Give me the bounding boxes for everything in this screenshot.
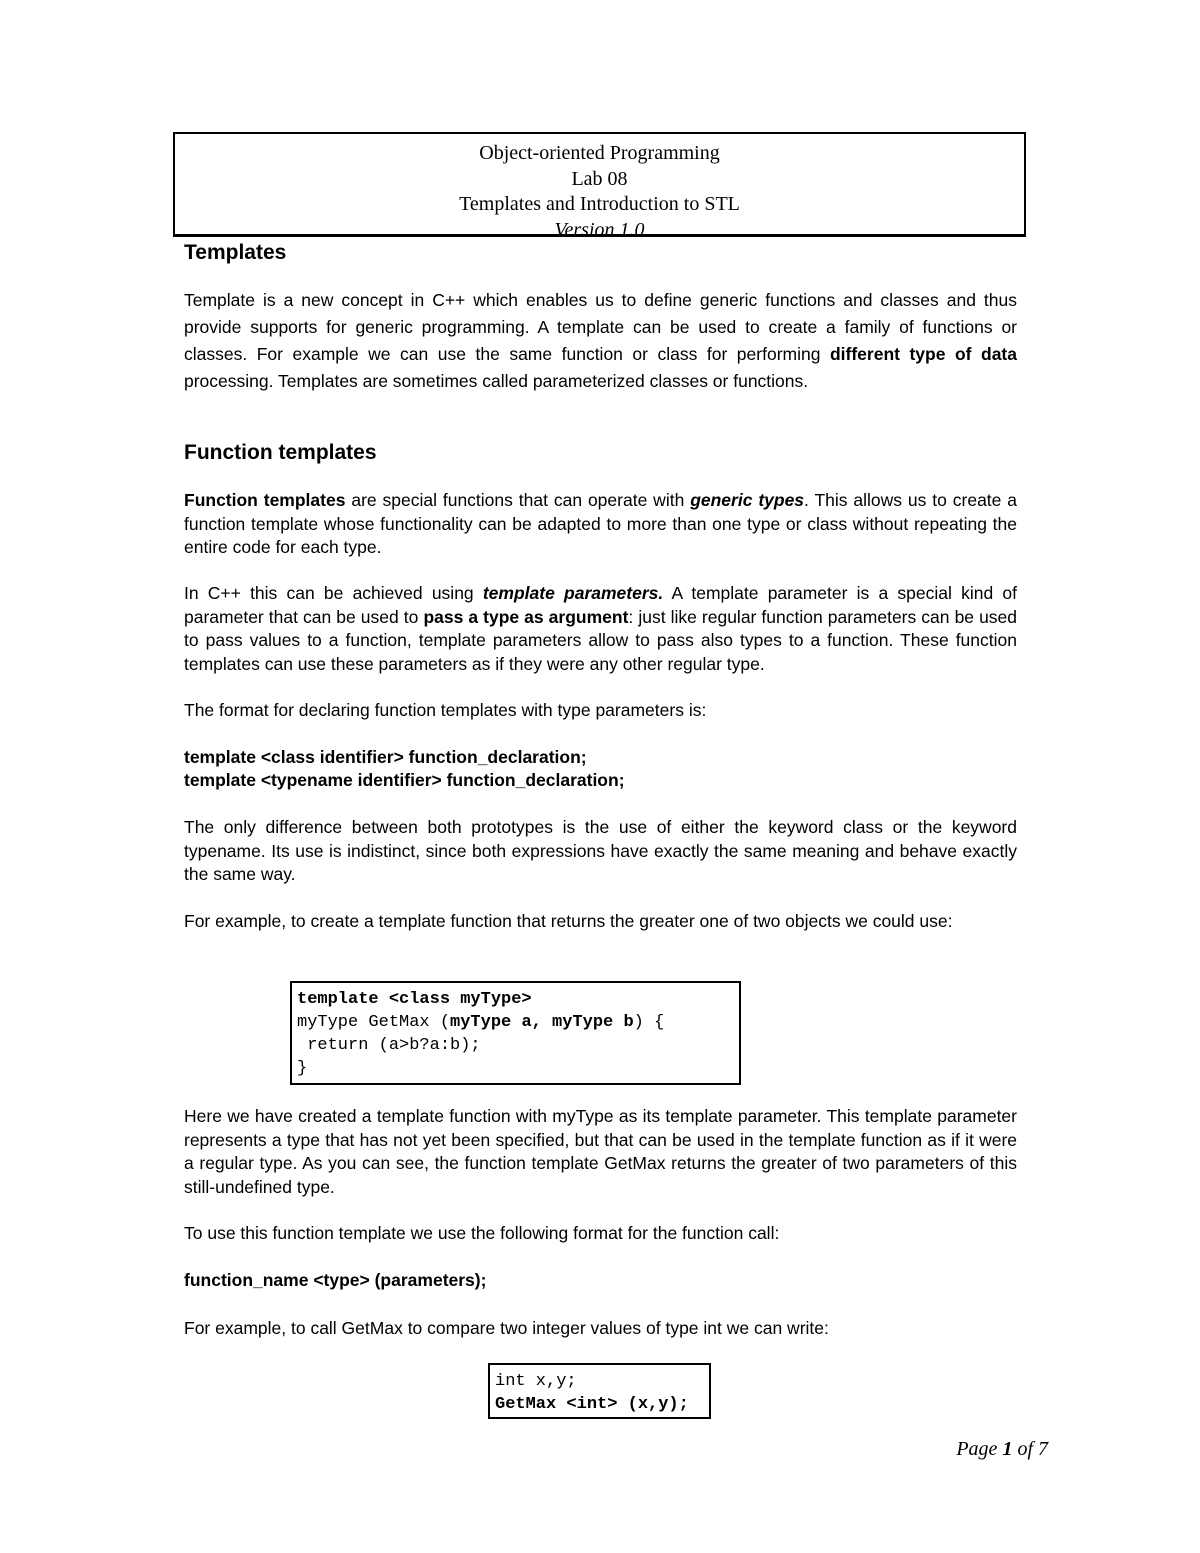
code-line-close: }: [297, 1059, 308, 1078]
declaration-typename-syntax: template <typename identifier> function_declaration;: [184, 770, 625, 790]
lab-number: Lab 08: [571, 167, 628, 190]
getmax-call-code-block: [488, 1363, 711, 1419]
document-header-box: [173, 132, 1026, 241]
function-templates-paragraph-5: For example, to create a template function that returns the greater one of two objects we could use:: [184, 911, 953, 931]
function-templates-paragraph-2: In C++ this can be achieved using template parameters. A template parameter is a special kind of parameter that can be used to pass a type as argument: just like regular function parameters can be used to pass values to a function, template parameters allow to pass also types to a function. These function templates can use these parameters as if they were any other regular type.: [184, 583, 1018, 674]
code-line-signature: myType GetMax (myType a, myType b) {: [297, 1013, 665, 1032]
function-templates-paragraph-6: Here we have created a template function with myType as its template parameter. This template parameter represents a type that has not yet been specified, but that can be used in the template function as if it were a regular type. As you can see, the function template GetMax returns the greater of two parameters of this still-undefined type.: [184, 1106, 1017, 1197]
declaration-class-syntax: template <class identifier> function_declaration;: [184, 747, 587, 767]
section-heading-function-templates: Function templates: [184, 441, 377, 464]
function-call-format: function_name <type> (parameters);: [184, 1270, 487, 1290]
page-number: Page 1 of 7: [956, 1438, 1048, 1460]
section-heading-templates: Templates: [184, 241, 287, 264]
course-title: Object-oriented Programming: [479, 142, 720, 164]
code-line-call-getmax: GetMax <int> (x,y);: [495, 1395, 689, 1414]
document-version: Version 1.0: [554, 218, 645, 241]
getmax-template-code-block: [290, 981, 741, 1085]
function-templates-format-intro: The format for declaring function templates with type parameters is:: [184, 700, 707, 720]
code-line-declare-ints: int x,y;: [495, 1372, 577, 1391]
code-line-template: template <class myType>: [297, 990, 532, 1009]
function-templates-paragraph-4: The only difference between both prototypes is the use of either the keyword class or the keyword typename. Its use is indistinct, since both expressions have exactly the same meaning and behave exactly the same way.: [184, 817, 1017, 884]
lab-topic: Templates and Introduction to STL: [459, 193, 740, 215]
templates-intro-paragraph: Template is a new concept in C++ which enables us to define generic functions and classes and thus provide supports for generic programming. A template can be used to create a family of functions or classes. For example we can use the same function or class for performing different type of data processing. Templates are sometimes called parameterized classes or functions.: [184, 290, 1017, 391]
function-templates-paragraph-7: To use this function template we use the following format for the function call:: [184, 1223, 780, 1243]
function-templates-paragraph-1: Function templates are special functions that can operate with generic types. This allows us to create a function template whose functionality can be adapted to more than one type or class without repeating the entire code for each type.: [184, 490, 1018, 557]
function-templates-paragraph-8: For example, to call GetMax to compare two integer values of type int we can write:: [184, 1318, 829, 1338]
code-line-return: return (a>b?a:b);: [297, 1036, 481, 1055]
